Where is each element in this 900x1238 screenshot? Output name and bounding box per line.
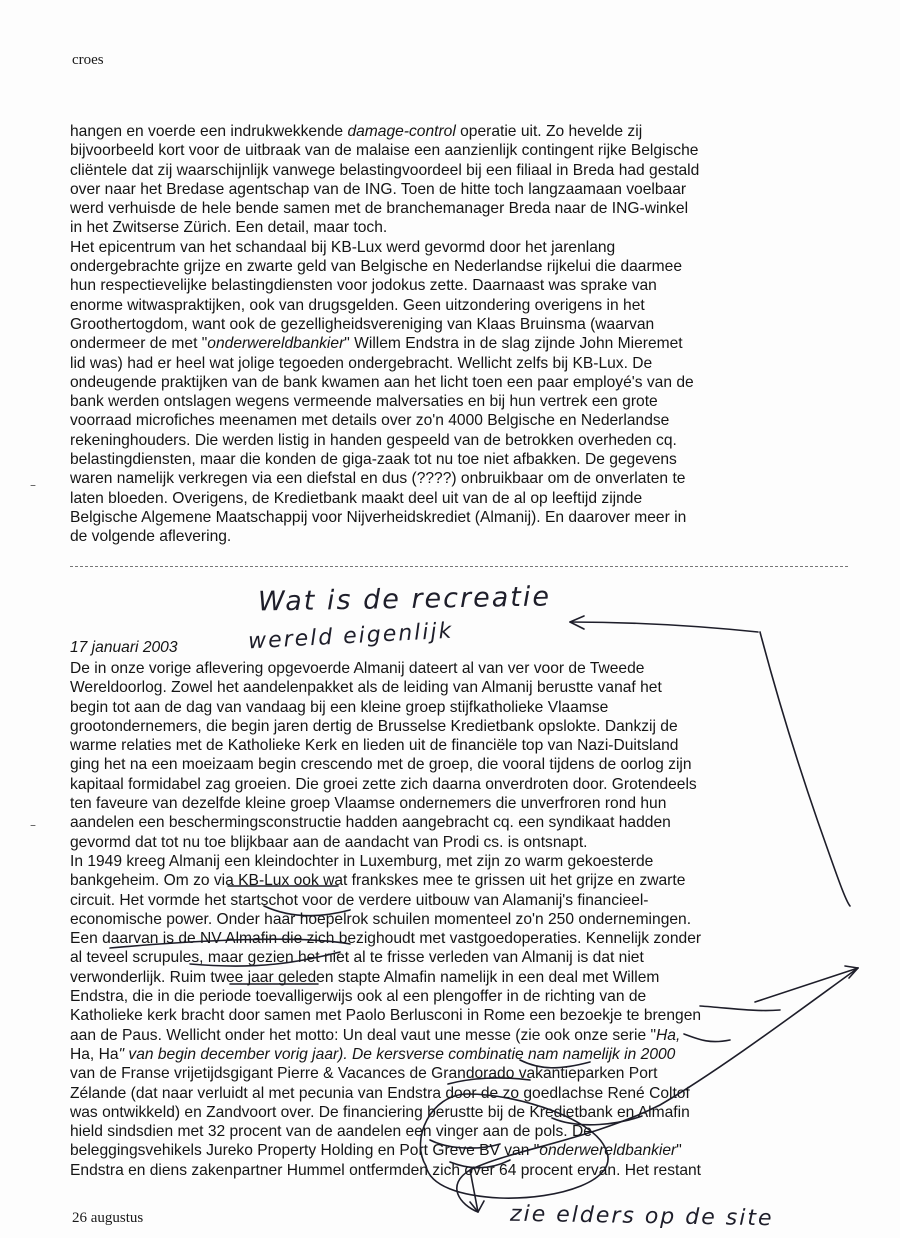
text-segment: circuit. Het vormde het startschot voor de verdere uitbouw van Alamanij's financieel- xyxy=(70,891,649,909)
text-segment: operatie uit. Zo hevelde zij xyxy=(455,123,643,140)
text-segment: beleggingsvehikels Jureko Property Holding en Port Greve BV van " xyxy=(70,1142,540,1160)
text-segment: lid was) had er heel wat jolige tegoeden ondergebracht. Wellicht zelfs bij KB-Lux. De xyxy=(70,354,653,372)
line-financiering xyxy=(552,1116,642,1125)
line-grandorado xyxy=(448,1078,530,1084)
text-segment: van de Franse vrijetijdsgigant Pierre & Vacances de Grandorado vakantieparken Port xyxy=(70,1065,658,1083)
italic-text: damage-control xyxy=(347,123,456,140)
line-onder-scrupules xyxy=(190,952,340,966)
text-segment: verwonderlijk. Ruim twee jaar geleden stapte Almafin namelijk in een deal met Willem xyxy=(70,968,660,986)
line-daarvan-zich xyxy=(110,939,350,948)
right-arrow xyxy=(755,968,858,1002)
text-segment: Het epicentrum van het schandaal bij KB-Lux werd gevormd door het jarenlang xyxy=(70,238,616,256)
down-arrow xyxy=(470,1170,478,1212)
text-segment: Endstra en diens zakenpartner Hummel ontfermden zich over 64 procent ervan. Het restant xyxy=(70,1161,702,1179)
text-segment: ondermeer de met " xyxy=(70,335,208,353)
text-segment: aandelen een beschermingsconstructie hadden aangebracht cq. een syndikaat hadden xyxy=(70,814,671,832)
text-segment: ondergebrachte grijze en zwarte geld van Belgische en Nederlandse rijkelui die daarmee xyxy=(70,258,682,276)
text-segment: Katholieke kerk bracht door samen met Paolo Berlusconi in Rome een bezoekje te brengen xyxy=(70,1007,702,1025)
text-segment: hangen en voerde een indrukwekkende xyxy=(70,123,348,140)
text-segment: bank werden ontslagen wegens vermeende malversaties en bij hun vertrek een grote xyxy=(70,393,658,411)
running-footer: 26 augustus xyxy=(72,1210,144,1226)
text-segment: begin tot aan de dag van vandaag bij een kleine groep stijfkatholieke Vlaamse xyxy=(70,698,609,716)
italic-text: onderwereldbankier xyxy=(539,1142,677,1160)
margin-scan-mark: – xyxy=(30,478,36,492)
italic-text: Ha, xyxy=(656,1026,681,1044)
text-segment: gevormd dat tot nu toe blijkbaar aan de aandacht van Prodi cs. is ontsnapt. xyxy=(70,833,588,851)
line-ook-onze xyxy=(684,1034,730,1042)
text-segment: in het Zwitserse Zürich. Een detail, maar toch. xyxy=(70,219,388,237)
text-segment: rekeninghouders. Die werden listig in handen gespeeld van de betrokken overheden cq. xyxy=(70,431,677,449)
text-segment: hield sindsdien met 32 procent van de aandelen een vinger aan de pols. De xyxy=(70,1123,592,1141)
text-segment: De in onze vorige aflevering opgevoerde Almanij dateert al van ver voor de Tweede xyxy=(70,660,645,677)
line-combinatie xyxy=(520,1060,590,1068)
handwritten-note-bottom: zie elders op de site xyxy=(509,1201,774,1232)
bracket-curve xyxy=(457,968,858,1212)
text-segment: Groothertogdom, want ook de gezelligheidsvereniging van Klaas Bruinsma (waarvan xyxy=(70,315,655,333)
text-segment: de volgende aflevering. xyxy=(70,528,232,546)
text-segment: cliëntele dat zij waarschijnlijk vanwege belastingvoordeel bij een filiaal in Breda had gestald xyxy=(70,161,700,179)
text-segment: " xyxy=(676,1142,682,1160)
text-segment: al teveel scrupules, maar gezien het niet al te frisse verleden van Almanij is dat niet xyxy=(70,949,644,967)
text-segment: kapitaal formidabel zag groeien. Die groei zette zich daarna onverdroten door. Grotendeels xyxy=(70,775,697,793)
line-vormde-startschot xyxy=(264,906,350,916)
text-segment: over naar het Bredase agentschap van de ING. Toen de hitte toch langzaamaan voelbaar xyxy=(70,180,687,198)
text-segment: laten bloeden. Overigens, de Kredietbank maakt deel uit van de al op leeftijd zijnde xyxy=(70,489,643,507)
text-segment: Belgische Algemene Maatschappij voor Nijverheidskrediet (Almanij). En daarover meer in xyxy=(70,508,687,526)
text-segment: ten faveure van dezelfde kleine groep Vlaamse ondernemers die unverfroren rond hun xyxy=(70,795,667,813)
text-segment: waren namelijk verkregen via een diefstal en dus (????) onbruikbaar om de onverlaten te xyxy=(70,470,686,488)
text-segment: aan de Paus. Wellicht onder het motto: Un deal vaut une messe (zie ook onze serie " xyxy=(70,1026,657,1044)
text-segment: " Willem Endstra in de slag zijnde John Mieremet xyxy=(344,335,683,353)
italic-text: " van begin december vorig jaar). De kersverse combinatie nam namelijk in 2000 xyxy=(118,1045,676,1063)
text-segment: werd verhuisde de hele bende samen met de branchemanager Breda naar de ING-winkel xyxy=(70,200,689,218)
text-segment: Ha, Ha xyxy=(70,1045,119,1063)
margin-bracket-line xyxy=(760,632,850,906)
text-segment: voorraad microfiches meenamen met details over zo'n 4000 Belgische en Nederlandse xyxy=(70,412,670,430)
text-segment: economische power. Onder haar hoepelrok schuilen momenteel zo'n 250 ondernemingen. xyxy=(70,910,692,928)
text-segment: Een daarvan is de NV Almafin die zich bezighoudt met vastgoedoperaties. Kennelijk zonder xyxy=(70,930,702,948)
handwritten-note-line-1: Wat is de recreatie xyxy=(257,581,552,618)
line-aandelen xyxy=(430,1140,500,1148)
line-port-greve xyxy=(450,1160,510,1168)
text-segment: was ontwikkeld) en Zandvoort over. De financiering berustte bij de Kredietbank en Almafin xyxy=(70,1103,690,1121)
italic-text: onderwereldbankier xyxy=(207,335,345,353)
text-segment: grootondernemers, die begin jaren dertig de Brusselse Kredietbank opslokte. Dankzij de xyxy=(70,717,678,735)
line-bezoekje xyxy=(700,1006,780,1011)
text-segment: Zélande (dat naar verluidt al met pecunia van Endstra door de zo goedlachse René Coltof xyxy=(70,1084,690,1102)
text-segment: bankgeheim. Om zo via KB-Lux ook wat frankskes mee te grissen uit het grijze en zwarte xyxy=(70,872,686,890)
text-segment: hun respectievelijke belastingdiensten voor jodokus zette. Daarnaast was sprake van xyxy=(70,277,657,295)
text-segment: In 1949 kreeg Almanij een kleindochter in Luxemburg, met zijn zo warm gekoesterde xyxy=(70,852,654,870)
arrow-to-note xyxy=(570,622,758,632)
text-segment: ondeugende praktijken van de bank kwamen aan het licht toen een paar employé's van de xyxy=(70,373,694,391)
text-segment: bijvoorbeeld kort voor de uitbraak van de malaise een aanzienlijk contingent rijke Belgische xyxy=(70,142,699,160)
text-segment: ging het na een moeizaam begin crescendo met de groep, die vooral tijdens de oorlog zijn xyxy=(70,756,692,774)
text-segment: belastingdiensten, maar die konden de giga-zaak tot nu toe niet afbakken. De gegevens xyxy=(70,451,677,469)
article-date: 17 januari 2003 xyxy=(70,639,178,656)
text-segment: warme relaties met de Katholieke Kerk en lieden uit de financiële top van Nazi-Duitsland xyxy=(70,737,679,755)
handwritten-note-line-2: wereld eigenlijk xyxy=(247,618,454,655)
text-segment: enorme witwaspraktijken, ook van drugsgelden. Geen uitzondering overigens in het xyxy=(70,296,645,314)
margin-scan-mark: – xyxy=(30,818,36,832)
running-header: croes xyxy=(72,52,104,68)
text-segment: Endstra, die in die periode toevalligerwijs ook al een plengoffer in de richting van de xyxy=(70,988,647,1006)
text-segment: Wereldoorlog. Zowel het aandelenpakket als de leiding van Almanij berustte vanaf het xyxy=(70,679,662,697)
